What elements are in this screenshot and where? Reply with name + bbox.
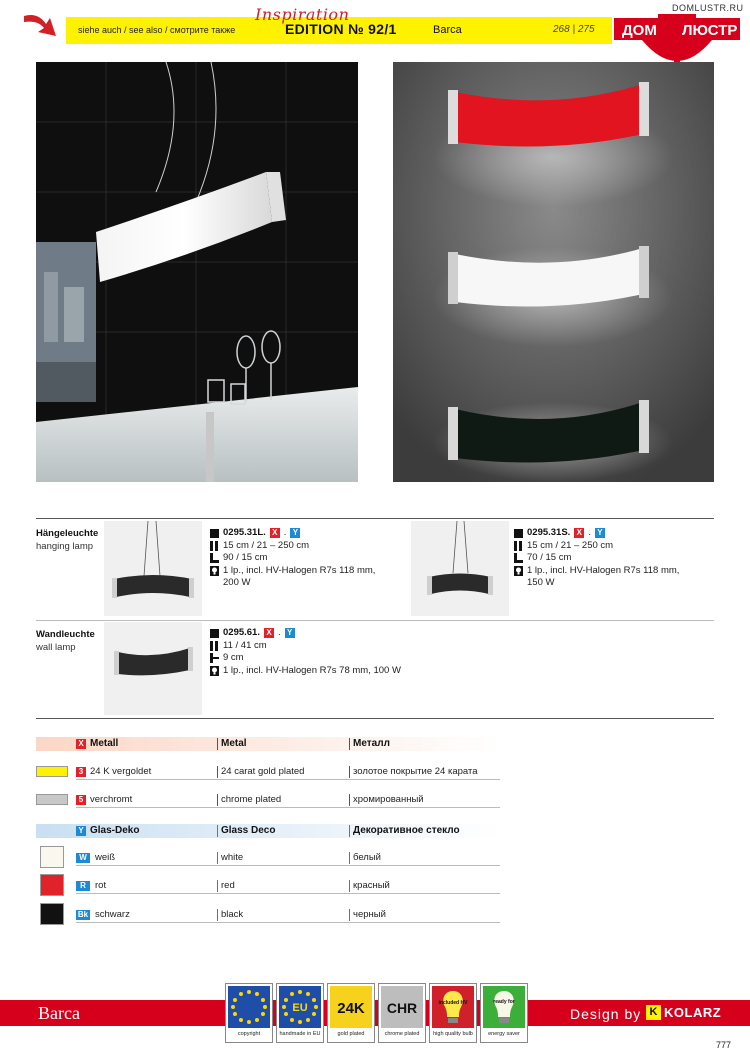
finish-de: 24 K vergoldet (90, 766, 152, 777)
row-rule (76, 807, 500, 808)
length-icon (514, 553, 523, 563)
product-square-icon (210, 529, 219, 538)
badge-x: X (574, 528, 584, 538)
icon-caption: copyright (237, 1031, 261, 1037)
footer-collection: Barca (38, 1003, 80, 1023)
icon-text: EU (292, 1002, 308, 1014)
bulb-spec: 1 lp., incl. HV-Halogen R7s 118 mm, (223, 564, 376, 576)
metal-head-ru: Металл (353, 738, 390, 749)
finish-de: rot (95, 880, 107, 891)
finish-ru: красный (353, 880, 390, 891)
icon-caption: chrome plated (384, 1031, 420, 1037)
hanging-lamp-label-en: hanging lamp (36, 541, 94, 552)
bulb-wattage: 200 W (223, 577, 251, 588)
finish-en: 24 carat gold plated (221, 766, 305, 777)
badge-x: X (264, 628, 274, 638)
divider-top (36, 518, 714, 519)
kolarz-brand: KOLARZ (664, 1005, 722, 1020)
product-code: 0295.31L. (223, 527, 266, 538)
copyright-icon (225, 983, 273, 1043)
finish-code-badge: 5 (76, 795, 86, 805)
swatch-chrome (36, 794, 68, 805)
product-code: 0295.61. (223, 627, 260, 638)
bulb-spec: 1 lp., incl. HV-Halogen R7s 78 mm, 100 W (223, 664, 401, 676)
finish-de: weiß (95, 852, 116, 863)
finish-en: red (221, 880, 235, 891)
spec-hanging-small: 0295.31S. X . Y 15 cm / 21 – 250 cm 70 / 15 cm 1 lp., incl. HV-Halogen R7s 118 mm, 150 W (514, 527, 714, 590)
kolarz-logo[interactable] (646, 1005, 721, 1020)
bulb-icon (210, 566, 219, 576)
bulb-icon (514, 566, 523, 576)
dims-depth: 9 cm (223, 652, 244, 663)
glass-head-de: Glas-Deko (90, 825, 140, 836)
icon-caption: energy saver (488, 1031, 520, 1037)
glass-key-badge: Y (76, 826, 86, 836)
logo-text-right: ЛЮСТР (682, 22, 738, 39)
product-square-icon (514, 529, 523, 538)
badge-y: Y (595, 528, 605, 538)
col-separator (217, 852, 218, 864)
depth-icon (210, 653, 219, 663)
dims-length: 70 / 15 cm (527, 552, 572, 563)
header-collection: Barca (433, 24, 462, 36)
product-code: 0295.31S. (527, 527, 571, 538)
glass-head-ru: Декоративное стекло (353, 825, 460, 836)
row-rule (76, 922, 500, 923)
col-separator (349, 880, 350, 892)
chrome-plated-icon (378, 983, 426, 1043)
product-square-icon (210, 629, 219, 638)
row-rule (76, 779, 500, 780)
icon-text: 24K (337, 1000, 365, 1017)
edition-title: EDITION № 92/1 (285, 21, 397, 37)
height-icon (210, 541, 219, 551)
badge-y: Y (285, 628, 295, 638)
col-separator (217, 825, 218, 837)
height-icon (514, 541, 523, 551)
swatch-red (40, 874, 64, 896)
icon-text: ready for (493, 999, 515, 1005)
spec-wall: 0295.61. X . Y 11 / 41 cm 9 cm 1 lp., incl. HV-Halogen R7s 78 mm, 100 W (210, 627, 510, 677)
height-icon (210, 641, 219, 651)
finish-de: verchromt (90, 794, 133, 805)
dims-height: 15 cm / 21 – 250 cm (223, 539, 310, 551)
finish-ru: белый (353, 852, 381, 863)
finish-ru: хромированный (353, 794, 424, 805)
finish-en: chrome plated (221, 794, 282, 805)
finish-code-badge: Bk (77, 910, 89, 919)
col-separator (349, 794, 350, 806)
finish-en: black (221, 909, 244, 920)
swatch-gold (36, 766, 68, 777)
icon-caption: high quality bulb (433, 1031, 473, 1037)
finish-code-badge: W (76, 853, 90, 863)
col-separator (349, 909, 350, 921)
row-rule (76, 893, 500, 894)
wall-lamps-photo (393, 62, 714, 482)
spec-hanging-large: 0295.31L. X . Y 15 cm / 21 – 250 cm 90 / 15 cm 1 lp., incl. HV-Halogen R7s 118 mm, 200 W (210, 527, 410, 590)
kolarz-k-icon: K (646, 1005, 661, 1020)
finish-code-badge: 3 (76, 767, 86, 777)
high-quality-bulb-icon (429, 983, 477, 1043)
length-icon (210, 553, 219, 563)
dims-length: 90 / 15 cm (223, 552, 268, 563)
col-separator (217, 794, 218, 806)
inspiration-label: Inspiration (255, 5, 350, 24)
dims-height: 15 cm / 21 – 250 cm (527, 539, 614, 551)
wall-lamp-thumb[interactable] (104, 622, 202, 715)
icon-caption: gold plated (337, 1031, 365, 1037)
wall-lamp-label-de: Wandleuchte (36, 629, 95, 640)
finish-ru: золотое покрытие 24 карата (353, 766, 478, 777)
wall-lamp-label-en: wall lamp (36, 642, 76, 653)
glass-head-en: Glass Deco (221, 825, 276, 836)
hanging-lamp-large-thumb[interactable] (104, 521, 202, 616)
divider-mid (36, 620, 714, 621)
red-arrow-icon (20, 10, 60, 44)
col-separator (349, 825, 350, 837)
col-separator (217, 738, 218, 750)
finish-en: white (221, 852, 244, 863)
icon-text: CHR (386, 1000, 418, 1016)
header-pages: 268 | 275 (553, 24, 595, 35)
col-separator (217, 909, 218, 921)
col-separator (349, 766, 350, 778)
see-also-text: siehe auch / see also / смотрите также (78, 25, 236, 35)
energy-saver-icon (480, 983, 528, 1043)
col-separator (349, 852, 350, 864)
finish-de: schwarz (95, 909, 130, 920)
swatch-white (40, 846, 64, 868)
logo-text-left: ДОМ (622, 22, 657, 39)
col-separator (217, 880, 218, 892)
finish-ru: черный (353, 909, 386, 920)
dims-height: 11 / 41 cm (223, 639, 267, 651)
bulb-icon (210, 666, 219, 676)
bulb-spec: 1 lp., incl. HV-Halogen R7s 118 mm, (527, 564, 680, 576)
footer-design-by: Design by (570, 1006, 642, 1022)
logo-url[interactable]: DOMLUSTR.RU (672, 3, 744, 13)
row-rule (76, 865, 500, 866)
finish-code-badge: R (76, 881, 90, 891)
icon-caption: handmade in EU (279, 1031, 321, 1037)
col-separator (349, 738, 350, 750)
badge-y: Y (290, 528, 300, 538)
metal-key-badge: X (76, 739, 86, 749)
gold-plated-icon (327, 983, 375, 1043)
page-number: 777 (716, 1040, 732, 1050)
metal-head-en: Metal (221, 738, 247, 749)
icon-text: included HV (438, 1000, 468, 1006)
col-separator (217, 766, 218, 778)
handmade-eu-icon (276, 983, 324, 1043)
swatch-black (40, 903, 64, 925)
badge-x: X (270, 528, 280, 538)
bulb-wattage: 150 W (527, 577, 555, 588)
hanging-lamp-label-de: Hängeleuchte (36, 528, 99, 539)
hanging-lamp-small-thumb[interactable] (411, 521, 509, 616)
metal-head-de: Metall (90, 738, 119, 749)
divider-bottom (36, 718, 714, 719)
hanging-lamp-photo (36, 62, 358, 482)
